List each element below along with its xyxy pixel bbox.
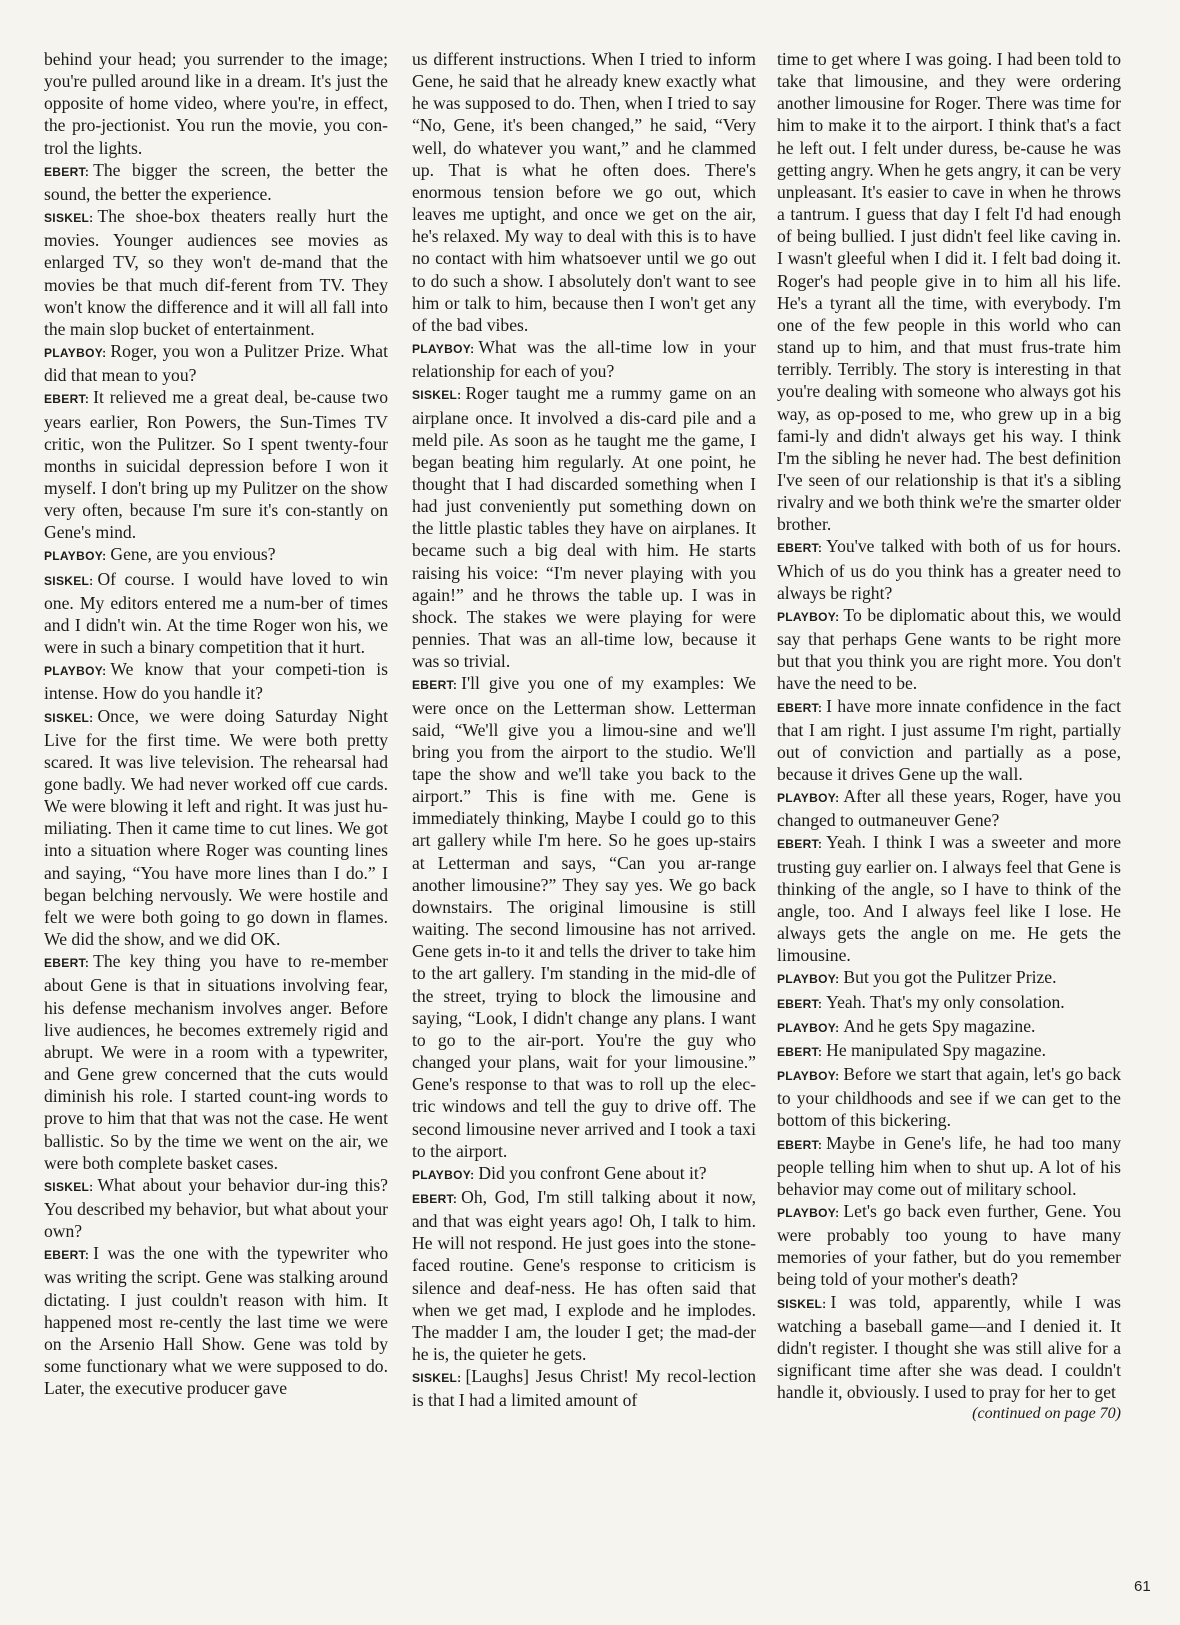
- paragraph-text: What was the all-time low in your relationship for each of you?: [412, 337, 756, 382]
- paragraph-text: Before we start that again, let's go back to your childhoods and see if we can get to the bottom of this bickering.: [777, 1064, 1121, 1131]
- speaker-label: SISKEL:: [44, 1179, 94, 1194]
- paragraph-text: Maybe in Gene's life, he had too many people telling him when to shut up. A lot of his behavior may come out of military school.: [777, 1132, 1121, 1199]
- interview-paragraph: [777, 1039, 1121, 1063]
- interview-paragraph: [777, 535, 1121, 603]
- paragraph-text: Gene, are you envious?: [110, 544, 276, 565]
- interview-paragraph: [44, 658, 388, 704]
- text-column-1: [44, 48, 388, 1399]
- interview-paragraph: [44, 1242, 388, 1399]
- interview-paragraph: [412, 382, 756, 672]
- speaker-label: PLAYBOY:: [44, 346, 107, 361]
- speaker-label: SISKEL:: [44, 573, 94, 588]
- interview-paragraph: [44, 386, 388, 543]
- speaker-label: PLAYBOY:: [412, 342, 475, 357]
- interview-paragraph: [777, 831, 1121, 966]
- speaker-label: PLAYBOY:: [777, 1205, 840, 1220]
- speaker-label: SISKEL:: [412, 1371, 462, 1386]
- paragraph-text: He manipulated Spy magazine.: [826, 1039, 1046, 1060]
- interview-paragraph: [412, 1162, 756, 1186]
- speaker-label: EBERT:: [44, 1248, 90, 1263]
- speaker-label: PLAYBOY:: [777, 972, 840, 987]
- paragraph-text: The key thing you have to re-member about Gene is that in situations involving fear, his defense mechanism involves anger. Before live audiences, he becomes extremely rigid and abrupt. We were in a room with a typewriter, and Gene grew concerned that the cuts would diminish his role. I started count-ing words to prove to him that that was not the case. He went ballistic. So by the time we went on the air, we were both complete basket cases.: [44, 951, 388, 1173]
- interview-paragraph: [412, 1365, 756, 1411]
- interview-paragraph: [44, 340, 388, 386]
- speaker-label: SISKEL:: [777, 1296, 827, 1311]
- page-number: 61: [1134, 1578, 1151, 1595]
- interview-paragraph: [777, 966, 1121, 990]
- interview-paragraph: [777, 1132, 1121, 1200]
- interview-paragraph: [777, 604, 1121, 695]
- paragraph-text: Of course. I would have loved to win one. My editors entered me a num-ber of times and I didn't win. At the time Roger won his, we were in such a binary competition that it hurt.: [44, 568, 388, 658]
- speaker-label: SISKEL:: [412, 388, 462, 403]
- paragraph-text: Yeah. That's my only consolation.: [826, 991, 1065, 1012]
- paragraph-text: Did you confront Gene about it?: [478, 1162, 707, 1183]
- speaker-label: EBERT:: [777, 700, 823, 715]
- paragraph-text: It relieved me a great deal, be-cause two years earlier, Ron Powers, the Sun-Times TV critic, won the Pulitzer. So I spent twenty-four months in suicidal depression before I won it myself. I don't bring up my Pulitzer on the show very often, because I'm sure it's con-stantly on Gene's mind.: [44, 387, 388, 543]
- paragraph-text: time to get where I was going. I had been told to take that limousine, and they were ordering another limousine for Roger. There was time for him to make it to the airport. I think that's a fact he left out. I felt under duress, be-cause he was getting angry. When he gets angry, it can be very unpleasant. It's easier to cave in when he throws a tantrum. I guess that day I felt I'd had enough of being bullied. I just didn't feel like caving in. I wasn't gleeful when I did it. I felt bad doing it. Roger's had people give in to him all his life. He's a tyrant all the time, with everybody. I'm one of the few people in this world who can stand up to him, and that must frus-trate him terribly. Terribly. The story is interesting in that you're dealing with someone who always got his way, as op-posed to me, who grew up in a big fami-ly and didn't always get his way. I think I'm the sibling he never had. The best definition I've seen of our relationship is that it's a sibling rivalry and we both think we're the smarter older brother.: [777, 49, 1121, 535]
- interview-paragraph: [412, 1186, 756, 1365]
- paragraph-text: Roger, you won a Pulitzer Prize. What did that mean to you?: [44, 341, 388, 386]
- speaker-label: EBERT:: [777, 1137, 823, 1152]
- paragraph-text: us different instructions. When I tried to inform Gene, he said that he already knew exactly what he was supposed to do. Then, when I tried to say “No, Gene, it's been changed,” he said, “Very well, do whatever you want,” and he clammed up. That is what he often does. There's enormous tension before we go out, which leaves me uptight, and once we get on the air, he's relaxed. My way to deal with this is to have no contact with him whatsoever until we go out to do such a show. I absolutely don't want to see him or talk to him, because then I won't get any of the bad vibes.: [412, 49, 756, 335]
- paragraph-text: [Laughs] Jesus Christ! My recol-lection is that I had a limited amount of: [412, 1366, 756, 1411]
- speaker-label: EBERT:: [412, 678, 458, 693]
- interview-paragraph: [777, 1200, 1121, 1291]
- speaker-label: PLAYBOY:: [777, 1020, 840, 1035]
- paragraph-text: Once, we were doing Saturday Night Live for the first time. We were both pretty scared. It was live television. The rehearsal had gone badly. We had never worked off cue cards. We were blowing it left and right. It was just hu-miliating. Then it came time to cut lines. We got into a situation where Roger was counting lines and saying, “You have more lines than I do.” I began belching nervously. We were hostile and felt we were both going to go down in flames. We did the show, and we did OK.: [44, 705, 388, 950]
- paragraph-text: The bigger the screen, the better the sound, the better the experience.: [44, 159, 388, 204]
- paragraph-text: I was told, apparently, while I was watching a baseball game—and I denied it. It didn't register. I thought she was still alive for a significant time after she was dead. I couldn't handle it, obviously. I used to pray for her to get: [777, 1291, 1121, 1403]
- interview-paragraph: [44, 950, 388, 1174]
- paragraph-text: We know that your competi-tion is intense. How do you handle it?: [44, 659, 388, 704]
- interview-paragraph: [412, 336, 756, 382]
- speaker-label: PLAYBOY:: [777, 609, 840, 624]
- paragraph-text: I'll give you one of my examples: We were once on the Letterman show. Letterman said, “We'll give you a limou-sine and we'll bring you from the airport to the studio. We'll tape the show and we'll take you back to the airport.” This is fine with me. Gene is immediately thinking, Maybe I could go to this art gallery while I'm here. So he goes up-stairs at Letterman and says, “Can you ar-range another limousine?” They say yes. We go back downstairs. The original limousine is still waiting. The second limousine has not arrived. Gene gets in-to it and tells the driver to take him to the art gallery. I'm standing in the mid-dle of the street, trying to block the limousine and saying, “Look, I didn't change any plans. I want to go to the air-port. You're the guy who changed your plans, wait for your limousine.” Gene's response to that was to roll up the elec-tric windows and tell the guy to drive off. The second limousine never arrived and I took a taxi to the airport.: [412, 673, 756, 1161]
- speaker-label: PLAYBOY:: [44, 664, 107, 679]
- speaker-label: EBERT:: [777, 1044, 823, 1059]
- speaker-label: EBERT:: [777, 541, 823, 556]
- interview-paragraph: [44, 568, 388, 659]
- paragraph-text: I was the one with the typewriter who was writing the script. Gene was stalking around dictating. I just couldn't reason with him. It happened most re-cently the last time we were on the Arsenio Hall Show. Gene was told by some functionary what we were supposed to do. Later, the executive producer gave: [44, 1243, 388, 1399]
- paragraph-text: But you got the Pulitzer Prize.: [843, 967, 1057, 988]
- speaker-label: SISKEL:: [44, 211, 94, 226]
- paragraph-text: behind your head; you surrender to the image; you're pulled around like in a dream. It's just the opposite of home video, where you're, in effect, the pro-jectionist. You run the movie, you con-trol the lights.: [44, 49, 388, 158]
- interview-paragraph: [777, 48, 1121, 535]
- interview-paragraph: [44, 1174, 388, 1242]
- speaker-label: EBERT:: [44, 956, 90, 971]
- paragraph-text: To be diplomatic about this, we would say that perhaps Gene wants to be right more but that you think you are right more. You don't have the need to be.: [777, 604, 1121, 694]
- interview-paragraph: [412, 48, 756, 336]
- continued-note: (continued on page 70): [972, 1405, 1121, 1423]
- interview-paragraph: [777, 785, 1121, 831]
- paragraph-text: Let's go back even further, Gene. You were probably too young to have many memories of your father, but do you remember being told of your mother's death?: [777, 1200, 1121, 1290]
- speaker-label: SISKEL:: [44, 710, 94, 725]
- speaker-label: PLAYBOY:: [777, 1069, 840, 1084]
- paragraph-text: What about your behavior dur-ing this? You described my behavior, but what about your own?: [44, 1174, 388, 1242]
- interview-paragraph: [44, 205, 388, 340]
- paragraph-text: Yeah. I think I was a sweeter and more trusting guy earlier on. I always feel that Gene is thinking of the angle, so I have to think of the angle, too. And I always feel like I lose. He always gets the angle on me. He gets the limousine.: [777, 832, 1121, 966]
- interview-paragraph: [44, 159, 388, 205]
- text-column-2: [412, 48, 756, 1412]
- text-column-3: [777, 48, 1121, 1426]
- paragraph-text: After all these years, Roger, have you changed to outmaneuver Gene?: [777, 786, 1121, 831]
- speaker-label: EBERT:: [777, 837, 823, 852]
- interview-paragraph: [777, 991, 1121, 1015]
- paragraph-text: Roger taught me a rummy game on an airplane once. It involved a dis-card pile and a meld pile. As soon as he taught me the game, I began beating him regularly. At one point, he thought that I had discarded something when I had just conveniently put something down on the little plastic tables they have on airplanes. It became such a big deal with him. He starts raising his voice: “I'm never playing with you again!” and he throws the table up. I was in shock. The stakes we were playing for were pennies. That was an all-time low, because it was so trivial.: [412, 383, 756, 672]
- interview-paragraph: [44, 543, 388, 567]
- paragraph-text: You've talked with both of us for hours. Which of us do you think has a greater need to always be right?: [777, 536, 1121, 603]
- interview-paragraph: [412, 672, 756, 1161]
- speaker-label: PLAYBOY:: [777, 791, 840, 806]
- paragraph-text: The shoe-box theaters really hurt the movies. Younger audiences see movies as enlarged TV, so they won't de-mand that the movies be that much dif-ferent from TV. They won't know the difference and it will all fall into the main slop bucket of entertainment.: [44, 206, 388, 339]
- interview-paragraph: [44, 48, 388, 159]
- interview-paragraph: [44, 705, 388, 951]
- interview-paragraph: [777, 1015, 1121, 1039]
- speaker-label: PLAYBOY:: [44, 549, 107, 564]
- interview-paragraph: [777, 1291, 1121, 1404]
- speaker-label: PLAYBOY:: [412, 1167, 475, 1182]
- speaker-label: EBERT:: [44, 392, 90, 407]
- paragraph-text: And he gets Spy magazine.: [843, 1015, 1036, 1036]
- speaker-label: EBERT:: [44, 164, 90, 179]
- interview-paragraph: [777, 695, 1121, 786]
- paragraph-text: I have more innate confidence in the fact that I am right. I just assume I'm right, partially out of conviction and partially as a pose, because it drives Gene up the wall.: [777, 695, 1121, 784]
- paragraph-text: Oh, God, I'm still talking about it now, and that was eight years ago! Oh, I talk to him. He will not respond. He just goes into the stone-faced routine. Gene's response to criticism is silence and deaf-ness. He has often said that when we get mad, I explode and he implodes. The madder I am, the louder I get; the mad-der he is, the quieter he gets.: [412, 1186, 756, 1365]
- speaker-label: EBERT:: [412, 1191, 458, 1206]
- interview-paragraph: [777, 1063, 1121, 1131]
- speaker-label: EBERT:: [777, 996, 823, 1011]
